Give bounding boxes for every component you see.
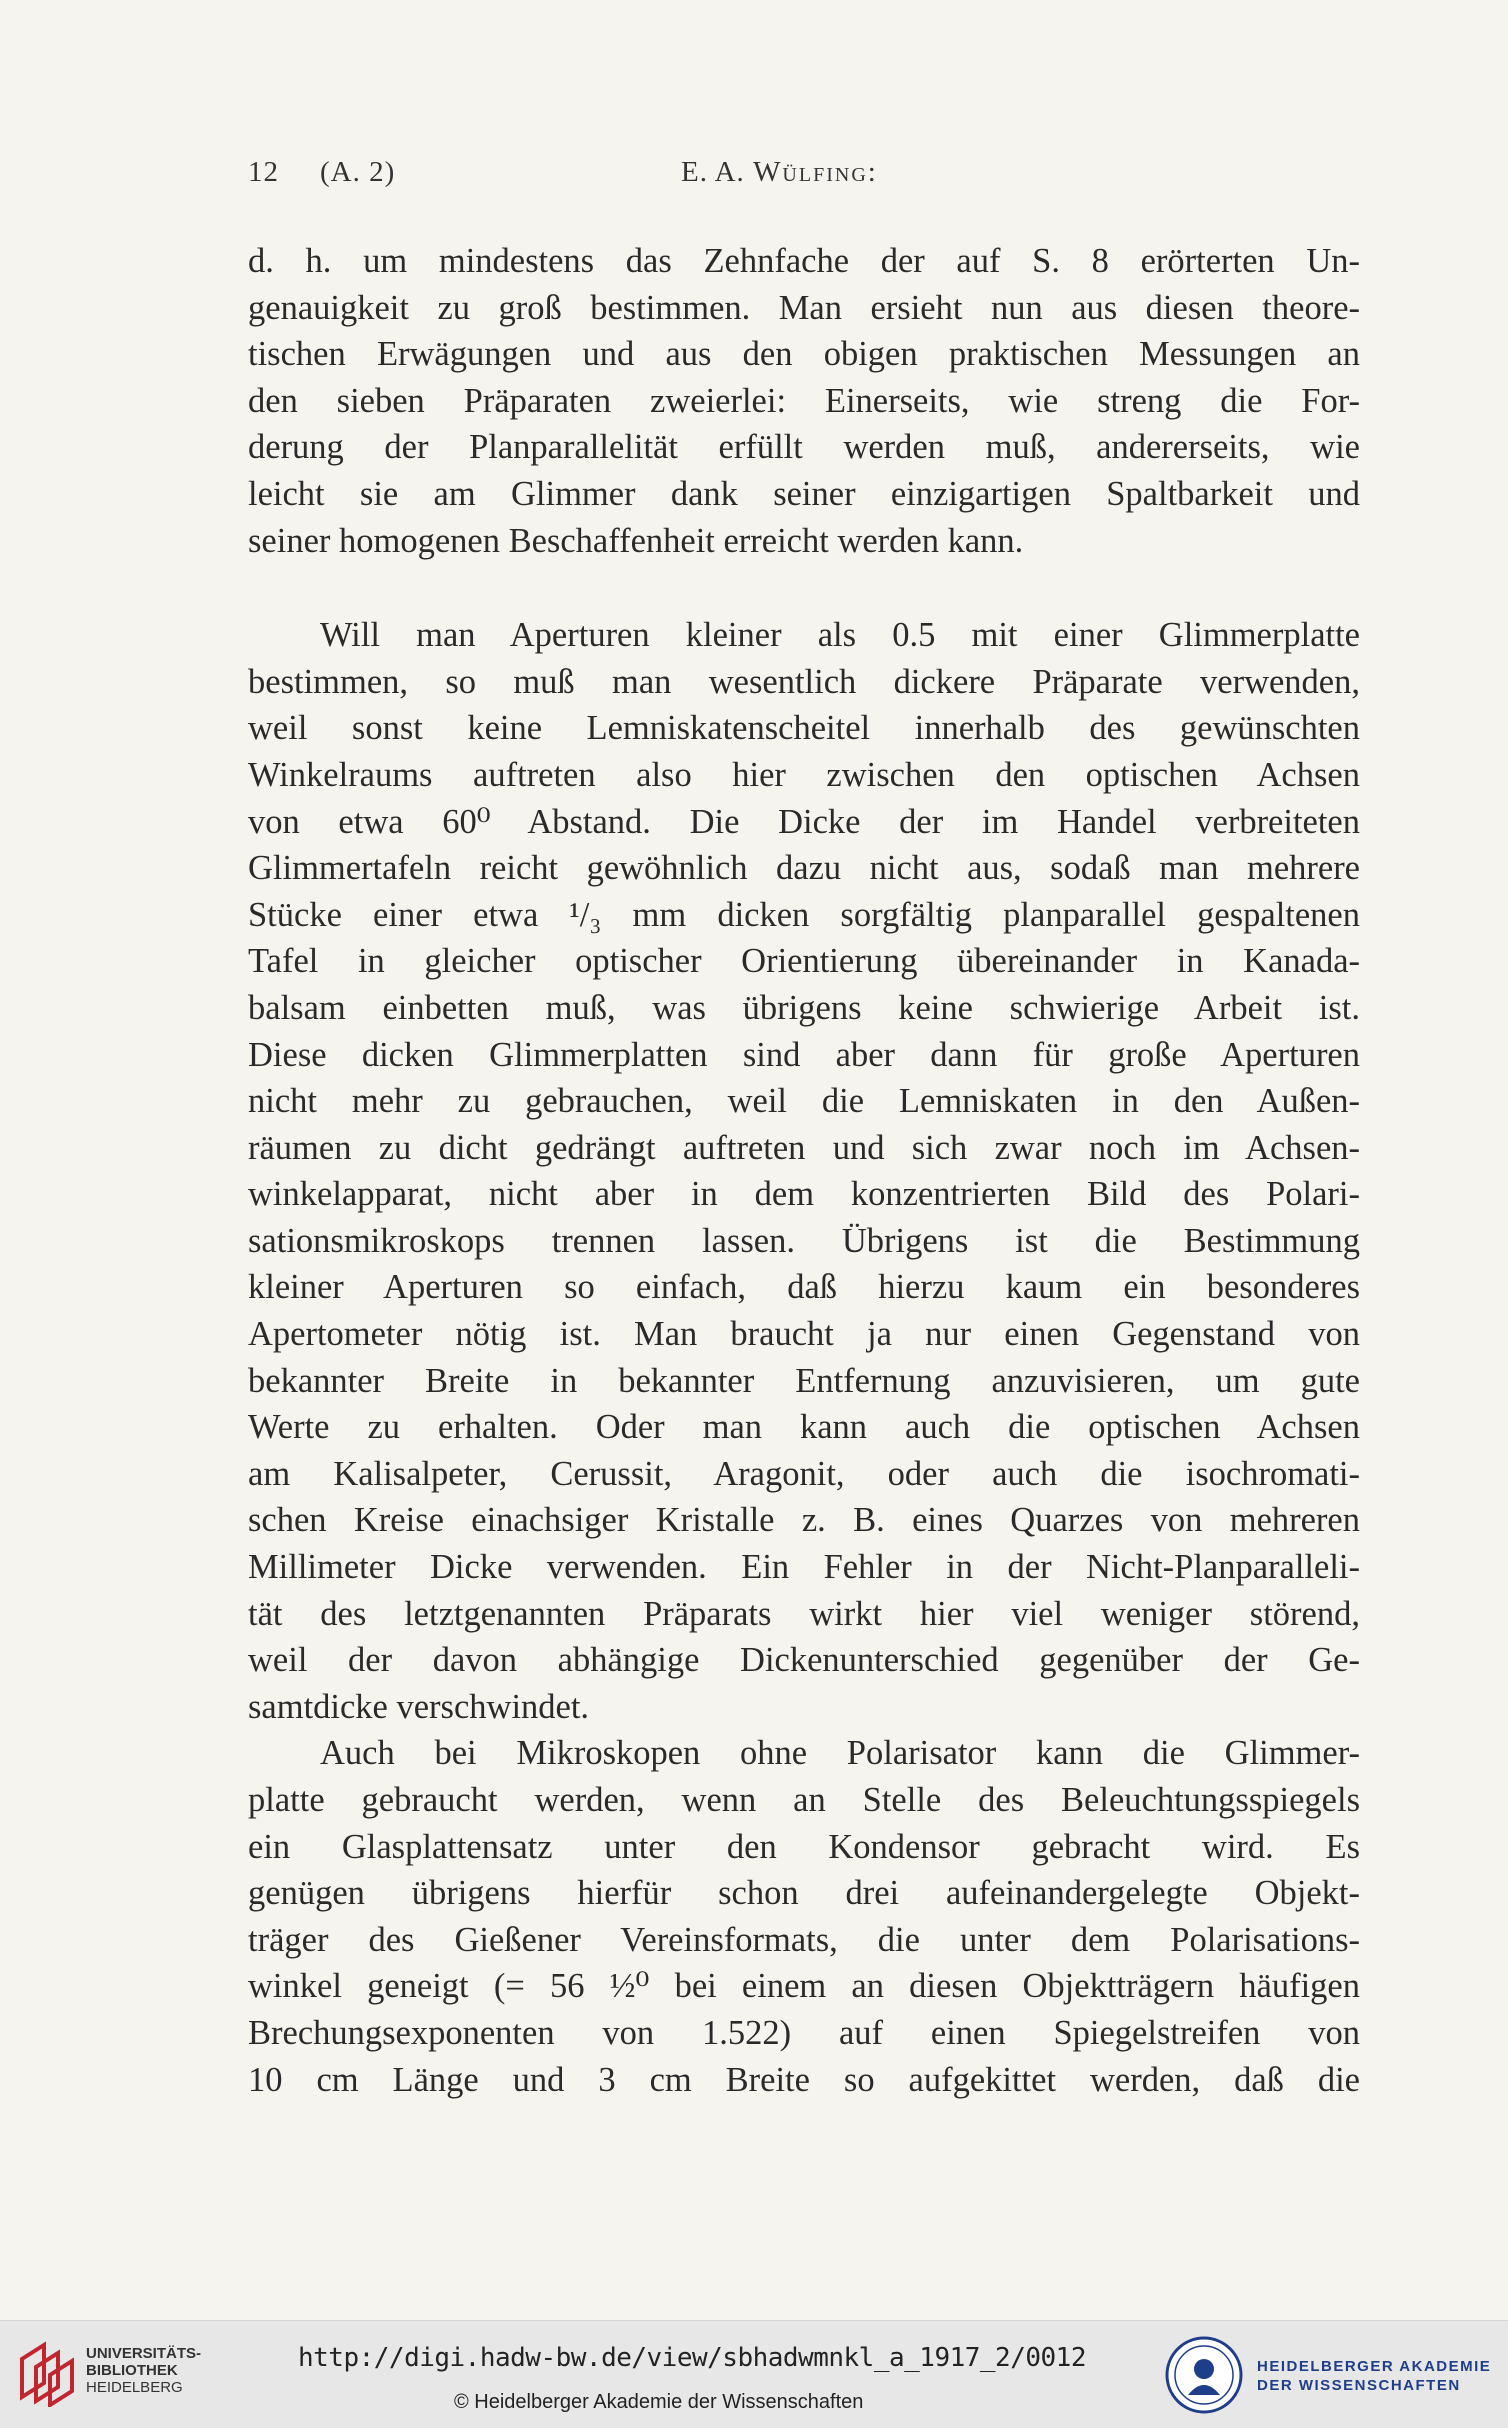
text-line: Diese dicken Glimmerplatten sind aber dann für große Aperturen: [248, 1035, 1360, 1074]
text-line: weil der davon abhängige Dickenunterschied gegenüber der Ge-: [248, 1641, 1360, 1680]
paragraph-3: [248, 1730, 1360, 2103]
academy-logo-text: [1257, 2357, 1491, 2395]
footer-bar: [0, 2320, 1508, 2428]
paragraph-1: [248, 238, 1360, 564]
text-line: Winkelraums auftreten also hier zwischen den optischen Achsen: [248, 755, 1360, 794]
text-line: Werte zu erhalten. Oder man kann auch die optischen Achsen: [248, 1408, 1360, 1447]
text-line: winkelapparat, nicht aber in dem konzentrierten Bild des Polari-: [248, 1175, 1360, 1214]
page-number: 12: [248, 156, 279, 188]
logo-line: HEIDELBERG: [86, 2379, 183, 2396]
text-line: von etwa 60⁰ Abstand. Die Dicke der im Handel verbreiteten: [248, 802, 1360, 841]
author-name: Wülfing:: [753, 156, 878, 188]
text-line: Brechungsexponenten von 1.522) auf einen Spiegelstreifen von: [248, 2013, 1360, 2052]
text-line: seiner homogenen Beschaffenheit erreicht werden kann.: [248, 521, 1024, 560]
text-line: nicht mehr zu gebrauchen, weil die Lemniskaten in den Außen-: [248, 1082, 1360, 1121]
text-line: Stücke einer etwa ¹/₃ mm dicken sorgfältig planparallel gespaltenen: [248, 895, 1360, 934]
text-line: tischen Erwägungen und aus den obigen praktischen Messungen an: [248, 335, 1360, 374]
text-line: genauigkeit zu groß bestimmen. Man ersieht nun aus diesen theore-: [248, 288, 1360, 327]
paragraph-gap: [248, 564, 1360, 612]
author-initials: E. A.: [681, 156, 754, 188]
text-line: Glimmertafeln reicht gewöhnlich dazu nicht aus, sodaß man mehrere: [248, 849, 1360, 888]
logo-line: UNIVERSITÄTS-: [86, 2345, 202, 2362]
text-line: genügen übrigens hierfür schon drei aufeinandergelegte Objekt-: [248, 1874, 1360, 1913]
text-line: platte gebraucht werden, wenn an Stelle des Beleuchtungsspiegels: [248, 1781, 1360, 1819]
text-line: bekannter Breite in bekannter Entfernung anzuvisieren, um gute: [248, 1361, 1360, 1400]
text-line: Tafel in gleicher optischer Orientierung übereinander in Kanada-: [248, 942, 1360, 981]
text-line: Millimeter Dicke verwenden. Ein Fehler in der Nicht-Planparalleli-: [248, 1548, 1360, 1587]
text-line: kleiner Aperturen so einfach, daß hierzu kaum ein besonderes: [248, 1268, 1360, 1307]
body-text: [248, 238, 1360, 2103]
text-line: sationsmikroskops trennen lassen. Übrigens ist die Bestimmung: [248, 1221, 1360, 1260]
text-line: balsam einbetten muß, was übrigens keine schwierige Arbeit ist.: [248, 988, 1360, 1027]
text-line: samtdicke verschwindet.: [248, 1687, 590, 1726]
logo-line: HEIDELBERGER AKADEMIE: [1257, 2358, 1492, 2375]
text-line: weil sonst keine Lemniskatenscheitel innerhalb des gewünschten: [248, 709, 1360, 748]
author-heading: [681, 156, 878, 189]
text-line: schen Kreise einachsiger Kristalle z. B. eines Quarzes von mehreren: [248, 1501, 1360, 1540]
permalink-url[interactable]: http://digi.hadw-bw.de/view/sbhadwmnkl_a_1917_2/0012: [298, 2343, 1086, 2373]
text-line: träger des Gießener Vereinsformats, die unter dem Polarisations-: [248, 1920, 1360, 1959]
text-line: winkel geneigt (= 56 ½⁰ bei einem an diesen Objektträgern häufigen: [248, 1967, 1360, 2006]
text-line: derung der Planparallelität erfüllt werden muß, andererseits, wie: [248, 428, 1360, 467]
text-line: d. h. um mindestens das Zehnfache der auf S. 8 erörterten Un-: [248, 242, 1360, 280]
text-line: Auch bei Mikroskopen ohne Polarisator kann die Glimmer-: [320, 1734, 1360, 1773]
text-line: am Kalisalpeter, Cerussit, Aragonit, oder auch die isochromati-: [248, 1454, 1360, 1493]
academy-seal-icon: [1164, 2335, 1244, 2415]
university-library-logo-text: [86, 2345, 201, 2396]
section-label: (A. 2): [320, 156, 396, 188]
paragraph-2: [248, 612, 1360, 1730]
text-line: leicht sie am Glimmer dank seiner einzigartigen Spaltbarkeit und: [248, 474, 1360, 513]
text-line: bestimmen, so muß man wesentlich dickere Präparate verwenden,: [248, 662, 1360, 701]
running-header: [248, 156, 1360, 202]
text-line: den sieben Präparaten zweierlei: Einerseits, wie streng die For-: [248, 381, 1360, 420]
text-line: Will man Aperturen kleiner als 0.5 mit einer Glimmerplatte: [320, 616, 1360, 655]
university-library-logo-icon: [14, 2337, 78, 2407]
text-line: tät des letztgenannten Präparats wirkt hier viel weniger störend,: [248, 1594, 1360, 1633]
copyright-notice: © Heidelberger Akademie der Wissenschaften: [454, 2391, 864, 2413]
logo-line: BIBLIOTHEK: [86, 2362, 178, 2379]
text-line: ein Glasplattensatz unter den Kondensor gebracht wird. Es: [248, 1827, 1360, 1866]
text-line: räumen zu dicht gedrängt auftreten und sich zwar noch im Achsen-: [248, 1128, 1360, 1167]
text-line: Apertometer nötig ist. Man braucht ja nur einen Gegenstand von: [248, 1315, 1360, 1354]
logo-line: DER WISSENSCHAFTEN: [1257, 2377, 1461, 2394]
text-line: 10 cm Länge und 3 cm Breite so aufgekittet werden, daß die: [248, 2060, 1360, 2099]
